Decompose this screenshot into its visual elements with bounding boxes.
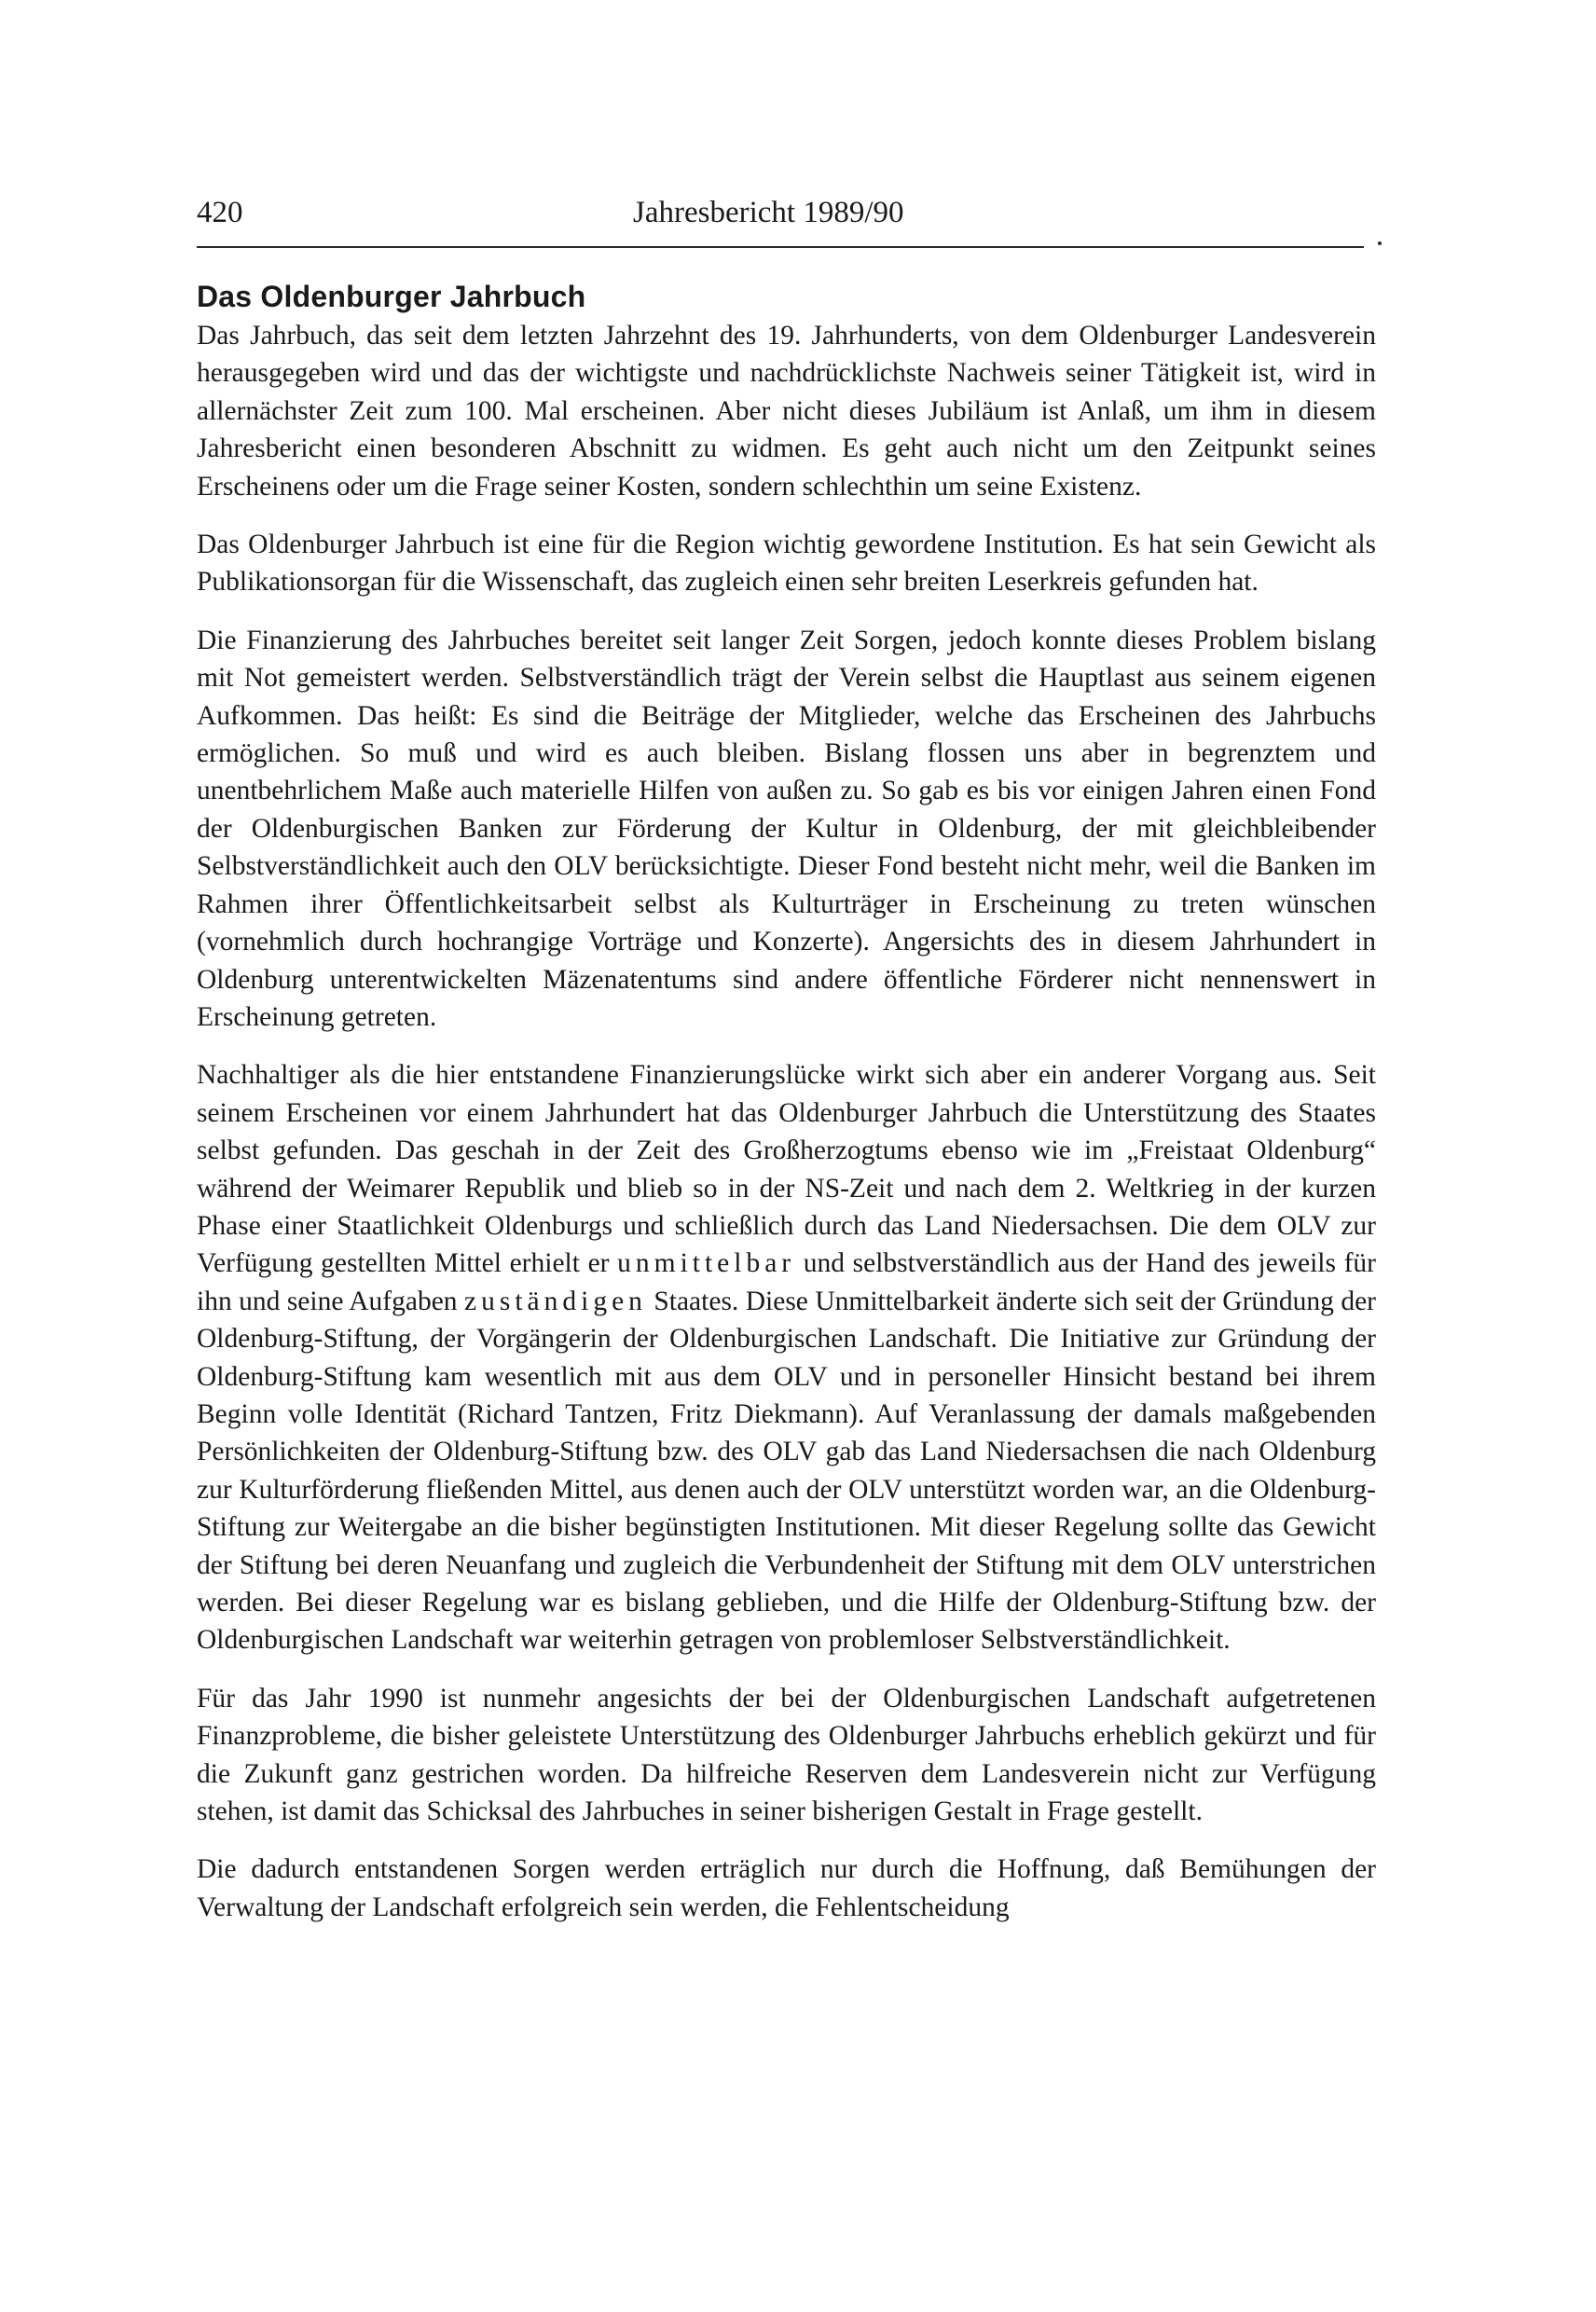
emphasis-zustaendigen: zuständigen [464, 1286, 647, 1316]
paragraph-3: Die Finanzierung des Jahrbuches bereitet seit langer Zeit Sorgen, jedoch konnte dieses Problem bislang mit Not gemeistert werden. Selbstverständlich trägt der Verein selbst die Hauptlast aus seinem eigenen Aufkommen. Das heißt: Es sind die Beiträge der Mitglieder, welche das Erscheinen des Jahrbuchs ermöglichen. So muß und wird es auch bleiben. Bislang flossen uns aber in begrenztem und unentbehrlichem Maße auch materielle Hilfen von außen zu. So gab es bis vor einigen Jahren einen Fond der Oldenburgischen Banken zur Förderung der Kultur in Oldenburg, der mit gleichbleibender Selbstverständlichkeit auch den OLV berücksichtigte. Dieser Fond besteht nicht mehr, weil die Banken im Rahmen ihrer Öffentlichkeitsarbeit selbst als Kulturträger in Erscheinung zu treten wünschen (vornehmlich durch hochrangige Vorträge und Konzerte). Angersichts des in diesem Jahrhundert in Oldenburg unterentwickelten Mäzenatentums sind andere öffentliche Förderer nicht nennenswert in Erscheinung getreten. [197, 625, 1376, 1032]
rule-mark [1378, 241, 1382, 245]
paragraph-2: Das Oldenburger Jahrbuch ist eine für die Region wichtig gewordene Institution. Es hat sein Gewicht als Publikationsorgan für die Wissenschaft, das zugleich einen sehr breiten Leserkreis gefunden hat. [197, 530, 1376, 598]
paragraph-4 [197, 1056, 1376, 1659]
paragraph-4-text-c: Staates. Diese Unmittelbarkeit änderte sich seit der Gründung der Oldenburg-Stiftung, der Vorgängerin der Oldenburgischen Landschaft. Die Initiative zur Gründung der Oldenburg-Stiftung kam wesentlich mit aus dem OLV und in personeller Hinsicht bestand bei ihrem Beginn volle Identität (Richard Tantzen, Fritz Diekmann). Auf Veranlassung der damals maßgebenden Persönlichkeiten der Oldenburg-Stiftung bzw. des OLV gab das Land Niedersachsen die nach Oldenburg zur Kulturförderung fließenden Mittel, aus denen auch der OLV unterstützt worden war, an die Oldenburg-Stiftung zur Weitergabe an die bisher begünstigten Institutionen. Mit dieser Regelung sollte das Gewicht der Stiftung bei deren Neuanfang und zugleich die Verbundenheit der Stiftung mit dem OLV unterstrichen werden. Bei dieser Regelung war es bislang geblieben, und die Hilfe der Oldenburg-Stiftung bzw. der Oldenburgischen Landschaft war weiterhin getragen von problemloser Selbstverständlichkeit. [197, 1286, 1377, 1656]
paragraph-4-text-b: und selbstverständlich aus der Hand des jeweils für ihn und seine Aufgaben [197, 1248, 1376, 1316]
paragraph-4-text-a: Nachhaltiger als die hier entstandene Finanzierungslücke wirkt sich aber ein anderer Vorgang aus. Seit seinem Erscheinen vor einem Jahrhundert hat das Oldenburger Jahrbuch die Unterstützung des Staates selbst gefunden. Das geschah in der Zeit des Großherzogtums ebenso wie im „Freistaat Oldenburg“ während der Weimarer Republik und blieb so in der NS-Zeit und nach dem 2. Weltkrieg in der kurzen Phase einer Staatlichkeit Oldenburgs und schließlich durch das Land Niedersachsen. Die dem OLV zur Verfügung gestellten Mittel erhielt er [197, 1060, 1376, 1279]
page-number: 420 [197, 196, 243, 229]
page-header [197, 194, 1376, 241]
header-rule [197, 246, 1364, 248]
paragraph-1: Das Jahrbuch, das seit dem letzten Jahrzehnt des 19. Jahrhunderts, von dem Oldenburger Landesverein herausgegeben wird und das der wichtigste und nachdrücklichste Nachweis seiner Tätigkeit ist, wird in allernächster Zeit zum 100. Mal erscheinen. Aber nicht dieses Jubiläum ist Anlaß, um ihm in diesem Jahresbericht einen besonderen Abschnitt zu widmen. Es geht auch nicht um den Zeitpunkt seines Erscheinens oder um die Frage seiner Kosten, sondern schlechthin um seine Existenz. [197, 321, 1376, 502]
paragraph-6: Die dadurch entstandenen Sorgen werden erträglich nur durch die Hoffnung, daß Bemühungen der Verwaltung der Landschaft erfolgreich sein werden, die Fehlentscheidung [197, 1854, 1376, 1922]
emphasis-unmittelbar: unmittelbar [617, 1248, 796, 1279]
page-content [197, 278, 1376, 1947]
section-heading: Das Oldenburger Jahrbuch [197, 280, 586, 313]
paragraph-5: Für das Jahr 1990 ist nunmehr angesichts der bei der Oldenburgischen Landschaft aufgetretenen Finanzprobleme, die bisher geleistete Unterstützung des Oldenburger Jahrbuchs erheblich gekürzt und für die Zukunft ganz gestrichen worden. Da hilfreiche Reserven dem Landesverein nicht zur Verfügung stehen, ist damit das Schicksal des Jahrbuches in seiner bisherigen Gestalt in Frage gestellt. [197, 1683, 1376, 1827]
running-title: Jahresbericht 1989/90 [633, 196, 904, 229]
